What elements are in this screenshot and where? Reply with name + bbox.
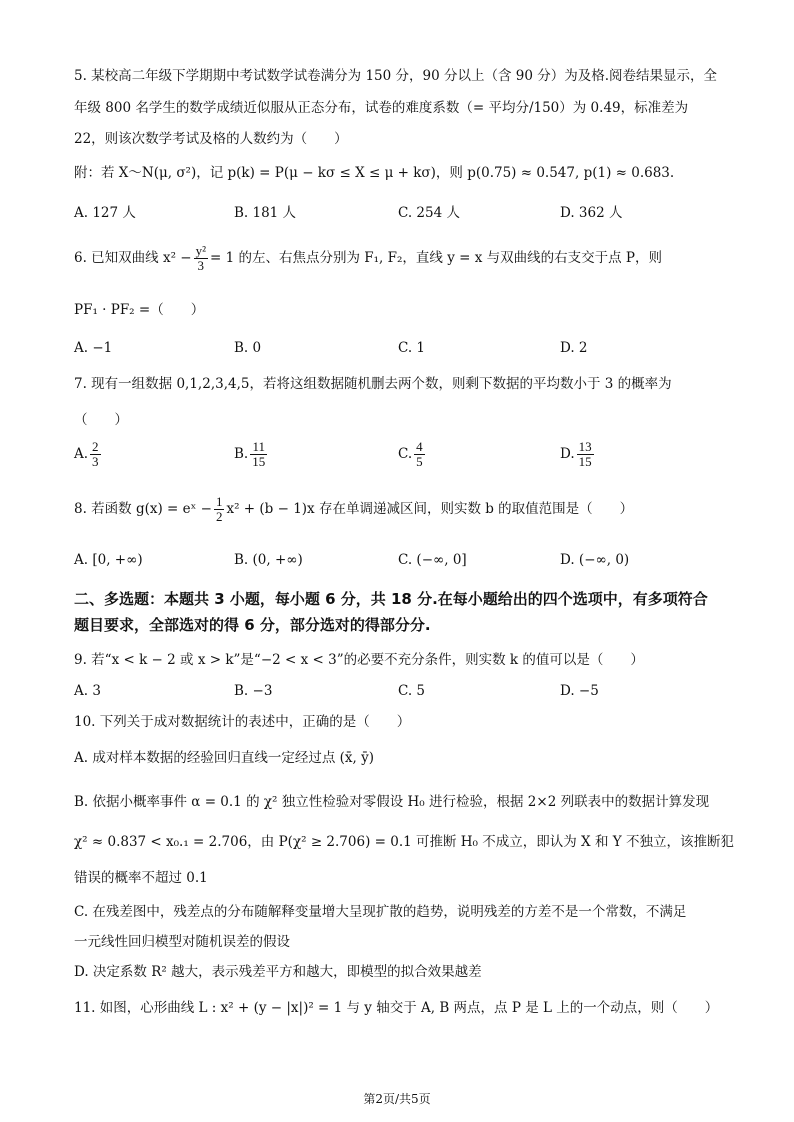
q6-suffix: = 1 的左、右焦点分别为 F₁, F₂，直线 y = x 与双曲线的右支交于点 P，则 xyxy=(210,250,663,266)
q7-option-b-label: B. xyxy=(234,446,249,462)
q6-frac-den: 3 xyxy=(197,258,205,273)
q8-option-b: B. (0, +∞) xyxy=(234,552,303,568)
q10-option-a: A. 成对样本数据的经验回归直线一定经过点 (x̄, ȳ) xyxy=(74,750,374,766)
q5-line1: 5. 某校高二年级下学期期中考试数学试卷满分为 150 分，90 分以上（含 90 分）为及格.阅卷结果显示，全 xyxy=(74,68,718,84)
q7-option-c xyxy=(398,440,427,469)
q6-option-d: D. 2 xyxy=(560,340,588,356)
q7-option-b-den: 15 xyxy=(252,454,266,469)
q6-frac-num: y² xyxy=(195,243,206,258)
q9-option-d: D. −5 xyxy=(560,683,599,699)
q9-line1: 9. 若“x < k − 2 或 x > k”是“−2 < x < 3”的必要不充分条件，则实数 k 的值可以是（ ） xyxy=(74,652,644,668)
q8-option-a: A. [0, +∞) xyxy=(74,552,143,568)
q5-option-d: D. 362 人 xyxy=(560,205,623,221)
q7-line2: （ ） xyxy=(74,412,128,428)
q5-option-b: B. 181 人 xyxy=(234,205,297,221)
q7-option-d-num: 13 xyxy=(578,439,592,454)
section2-line2: 题目要求，全部选对的得 6 分，部分选对的得部分分. xyxy=(74,616,431,634)
q5-note: 附：若 X～N(μ, σ²)，记 p(k) = P(μ − kσ ≤ X ≤ μ + kσ)，则 p(0.75) ≈ 0.547, p(1) ≈ 0.683. xyxy=(74,165,675,181)
q7-option-c-den: 5 xyxy=(416,454,423,469)
q7-option-b-num: 11 xyxy=(252,439,265,454)
q5-option-a: A. 127 人 xyxy=(74,205,136,221)
q7-option-b xyxy=(234,440,269,469)
q7-option-c-frac xyxy=(414,440,425,469)
q10-option-b-line3: 错误的概率不超过 0.1 xyxy=(74,870,208,886)
section2-heading xyxy=(74,586,734,638)
q10-option-c-line2: 一元线性回归模型对随机误差的假设 xyxy=(74,934,290,950)
q10-line1: 10. 下列关于成对数据统计的表述中，正确的是（ ） xyxy=(74,714,411,730)
q5-option-c: C. 254 人 xyxy=(398,205,460,221)
q10-option-d: D. 决定系数 R² 越大，表示残差平方和越大，即模型的拟合效果越差 xyxy=(74,964,482,980)
q7-option-a-label: A. xyxy=(74,446,89,462)
q9-option-b: B. −3 xyxy=(234,683,273,699)
q7-option-a-den: 3 xyxy=(92,454,99,469)
q9-option-a: A. 3 xyxy=(74,683,101,699)
q7-option-a-frac xyxy=(90,440,101,469)
q7-line1: 7. 现有一组数据 0,1,2,3,4,5，若将这组数据随机删去两个数，则剩下数据的平均数小于 3 的概率为 xyxy=(74,376,672,392)
q10-option-b-line2: χ² ≈ 0.837 < x₀.₁ = 2.706，由 P(χ² ≥ 2.706) = 0.1 可推断 H₀ 不成立，即认为 X 和 Y 不独立，该推断犯 xyxy=(74,834,734,850)
q7-option-d xyxy=(560,440,596,469)
q7-option-a-num: 2 xyxy=(92,439,99,454)
q6-line2: PF₁ · PF₂ =（ ） xyxy=(74,302,205,318)
q8-line1 xyxy=(74,492,633,526)
q7-option-d-den: 15 xyxy=(578,454,592,469)
q8-frac-num: 1 xyxy=(215,494,223,509)
q5-line2: 年级 800 名学生的数学成绩近似服从正态分布，试卷的难度系数（= 平均分/150）为 0.49，标准差为 xyxy=(74,100,689,116)
q7-option-c-label: C. xyxy=(398,446,413,462)
q11-line1: 11. 如图，心形曲线 L : x² + (y − |x|)² = 1 与 y 轴交于 A, B 两点，点 P 是 L 上的一个动点，则（ ） xyxy=(74,1000,719,1016)
q8-fraction xyxy=(214,495,225,524)
q5-line3: 22，则该次数学考试及格的人数约为（ ） xyxy=(74,131,348,147)
q8-option-c: C. (−∞, 0] xyxy=(398,552,467,568)
q8-frac-den: 2 xyxy=(215,509,223,524)
q6-line1 xyxy=(74,241,662,275)
q8-prefix: 8. 若函数 g(x) = eˣ − xyxy=(74,501,212,517)
q6-option-a: A. −1 xyxy=(74,340,113,356)
q7-option-d-frac xyxy=(577,440,594,469)
page-footer: 第2页/共5页 xyxy=(363,1092,431,1106)
q7-option-d-label: D. xyxy=(560,446,575,462)
q8-option-d: D. (−∞, 0) xyxy=(560,552,630,568)
q6-option-b: B. 0 xyxy=(234,340,262,356)
q6-fraction xyxy=(194,244,208,273)
q9-option-c: C. 5 xyxy=(398,683,426,699)
q6-prefix: 6. 已知双曲线 x² − xyxy=(74,250,192,266)
section2-line1: 二、多选题：本题共 3 小题，每小题 6 分，共 18 分.在每小题给出的四个选项中，有多项符合 xyxy=(74,590,708,608)
q7-option-a xyxy=(74,440,103,469)
q10-option-b-line1: B. 依据小概率事件 α = 0.1 的 χ² 独立性检验对零假设 H₀ 进行检验，根据 2×2 列联表中的数据计算发现 xyxy=(74,794,710,810)
q8-suffix: x² + (b − 1)x 存在单调递减区间，则实数 b 的取值范围是（ ） xyxy=(226,501,634,517)
q7-options xyxy=(74,440,724,476)
q6-option-c: C. 1 xyxy=(398,340,426,356)
q10-option-c-line1: C. 在残差图中，残差点的分布随解释变量增大呈现扩散的趋势，说明残差的方差不是一个常数，不满足 xyxy=(74,904,687,920)
q7-option-b-frac xyxy=(250,440,267,469)
q7-option-c-num: 4 xyxy=(416,439,423,454)
